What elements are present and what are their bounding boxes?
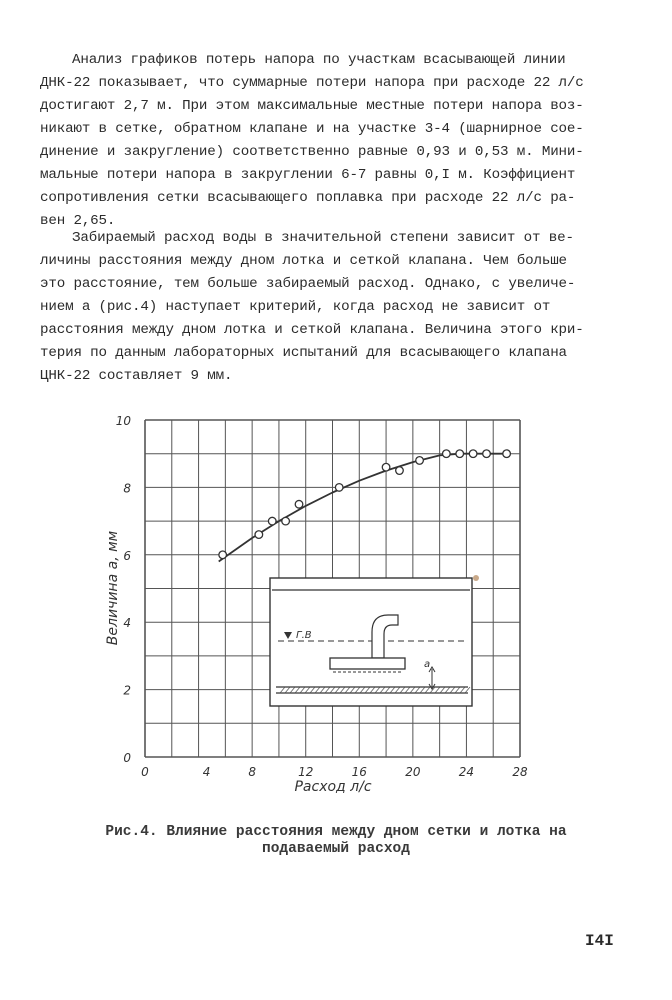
data-point xyxy=(503,450,511,458)
x-axis-label: Расход л/с xyxy=(294,779,372,795)
p1-line-8: вен 2,65. xyxy=(40,213,116,229)
x-tick-label: 0 xyxy=(141,765,149,779)
y-tick-label: 0 xyxy=(123,751,131,765)
p2-line-5: расстояния между дном лотка и сеткой клапана. Величина этого кри- xyxy=(40,322,584,338)
p2-line-1: Забираемый расход воды в значительной степени зависит от ве- xyxy=(72,230,574,246)
x-tick-label: 28 xyxy=(512,765,528,779)
p1-line-6: мальные потери напора в закруглении 6-7 равны 0,I м. Коэффициент xyxy=(40,167,576,183)
ink-spot xyxy=(473,575,479,581)
p1-line-5: динение и закругление) соответственно равные 0,93 и 0,53 м. Мини- xyxy=(40,144,584,160)
dimension-a-label: а xyxy=(424,659,431,670)
valve-strainer xyxy=(330,658,405,669)
data-point xyxy=(295,500,303,508)
valve-inset-diagram xyxy=(270,575,479,706)
data-point xyxy=(456,450,464,458)
y-tick-label: 4 xyxy=(123,616,131,631)
y-tick-label: 2 xyxy=(123,683,131,698)
p1-line-7: сопротивления сетки всасывающего поплавка при расходе 22 л/с ра- xyxy=(40,190,576,206)
data-point xyxy=(443,450,451,458)
figure-caption-line-2: подаваемый расход xyxy=(262,841,410,857)
data-point xyxy=(483,450,491,458)
x-tick-label: 8 xyxy=(248,765,256,779)
p2-line-4: нием a (рис.4) наступает критерий, когда расход не зависит от xyxy=(40,299,551,315)
x-tick-label: 4 xyxy=(202,765,211,779)
y-tick-label: 6 xyxy=(123,548,131,563)
y-axis-label: Величина а, мм xyxy=(105,530,121,646)
water-level-label: Г.В xyxy=(296,630,312,641)
y-tick-label: 10 xyxy=(115,414,131,428)
p2-line-7: ЦНК-22 составляет 9 мм. xyxy=(40,368,233,384)
data-point xyxy=(255,531,263,539)
data-point xyxy=(469,450,477,458)
y-tick-label: 8 xyxy=(123,481,131,496)
x-axis-ticks xyxy=(141,765,528,779)
x-tick-label: 20 xyxy=(405,765,421,779)
x-tick-label: 16 xyxy=(351,765,367,779)
p1-line-1: Анализ графиков потерь напора по участкам всасывающей линии xyxy=(72,52,566,68)
data-point xyxy=(219,551,227,559)
figure-caption-line-1: Рис.4. Влияние расстояния между дном сетки и лотка на xyxy=(105,824,567,840)
fitted-curve-line xyxy=(219,454,507,562)
data-point xyxy=(335,484,343,492)
data-point xyxy=(396,467,404,475)
p2-line-3: это расстояние, тем больше забираемый расход. Однако, с увеличе- xyxy=(40,276,576,292)
p1-line-2: ДНК-22 показывает, что суммарные потери напора при расходе 22 л/с xyxy=(40,75,584,91)
data-point xyxy=(382,463,390,471)
p1-line-4: никают в сетке, обратном клапане и на участке 3-4 (шарнирное сое- xyxy=(40,121,584,137)
p2-line-2: личины расстояния между дном лотка и сеткой клапана. Чем больше xyxy=(40,253,567,269)
x-tick-label: 24 xyxy=(458,765,475,779)
fitted-curve xyxy=(219,454,507,562)
data-point xyxy=(282,517,290,525)
data-point xyxy=(268,517,276,525)
page-number: I4I xyxy=(585,932,614,950)
p2-line-6: терия по данным лабораторных испытаний для всасывающего клапана xyxy=(40,345,567,361)
x-tick-label: 12 xyxy=(298,765,314,779)
p1-line-3: достигают 2,7 м. При этом максимальные местные потери напора воз- xyxy=(40,98,584,114)
data-point xyxy=(416,457,424,465)
